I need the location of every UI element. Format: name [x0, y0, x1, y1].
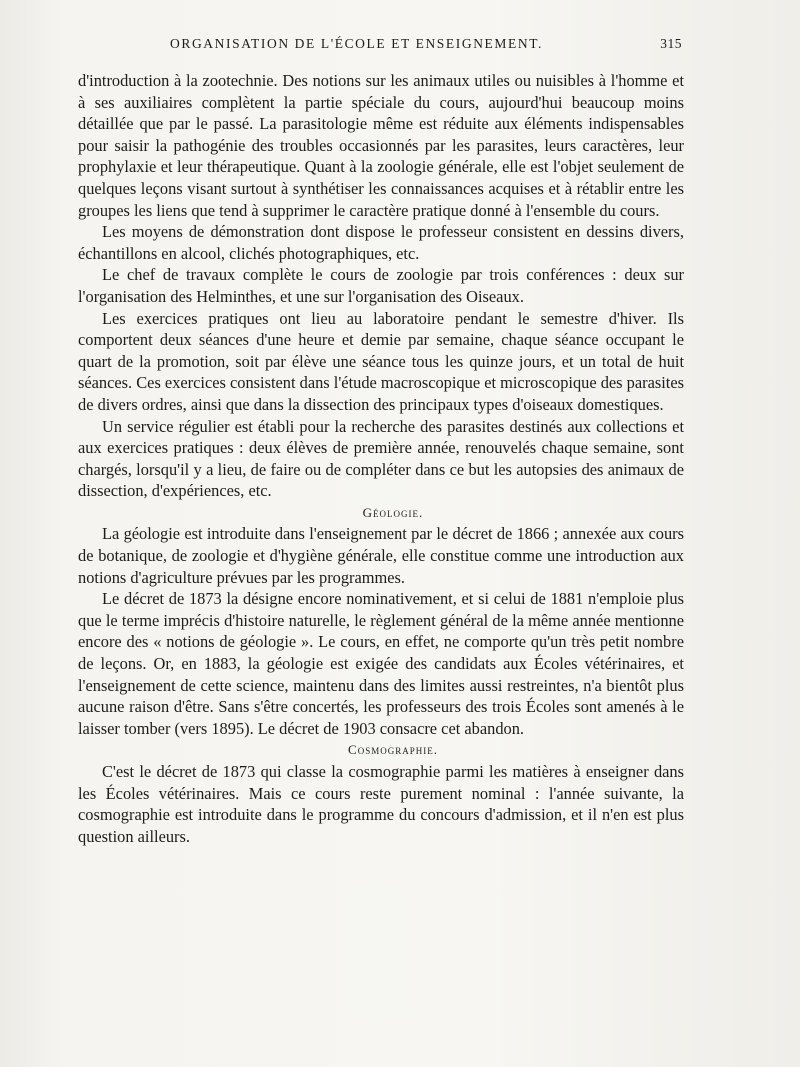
section-heading-cosmographie: Cosmographie. [348, 742, 438, 758]
paragraph: C'est le décret de 1873 qui classe la cosmographie parmi les matières à enseigner dans les Écoles vétérinaires. Mais ce cours reste purement nominal : l'année suivante, la cosmographie est introduite dans le programme du concours d'admission, et il n'en est plus question ailleurs. [78, 762, 684, 846]
paragraph: Le décret de 1873 la désigne encore nominativement, et si celui de 1881 n'emploie plus que le terme imprécis d'histoire naturelle, le règlement général de la même année mentionne encore des « notions de géologie ». Le cours, en effet, ne comporte qu'un très petit nombre de leçons. Or, en 1883, la géologie est exigée des candidats aux Écoles vétérinaires, et l'enseignement de cette science, maintenu dans des limites aussi restreintes, n'a bientôt plus aucune raison d'être. Sans s'être concertés, les professeurs des trois Écoles sont amenés à le laisser tomber (vers 1895). Le décret de 1903 consacre cet abandon. [78, 589, 684, 738]
paragraph: Les moyens de démonstration dont dispose le professeur consistent en dessins divers, échantillons en alcool, clichés photographiques, etc. [78, 222, 684, 263]
section-heading-geologie: Géologie. [362, 504, 424, 520]
paragraph: La géologie est introduite dans l'enseignement par le décret de 1866 ; annexée aux cours de botanique, de zoologie et d'hygiène générale, elle constitue comme une introduction aux notions d'agriculture prévues par les programmes. [78, 524, 684, 587]
page-body [78, 70, 684, 847]
paragraph: Un service régulier est établi pour la recherche des parasites destinés aux collections et aux exercices pratiques : deux élèves de première année, renouvelés chaque semaine, sont chargés, lorsqu'il y a lieu, de faire ou de compléter dans ce but les autopsies des animaux de dissection, d'expériences, etc. [78, 416, 684, 501]
page-number: 315 [660, 36, 682, 51]
paragraph: Les exercices pratiques ont lieu au laboratoire pendant le semestre d'hiver. Ils comportent deux séances d'une heure et demie par semaine, chaque séance occupant le quart de la promotion, soit par élève une séance tous les quinze jours, et un total de huit séances. Ces exercices consistent dans l'étude macroscopique et microscopique des parasites de divers ordres, ainsi que dans la dissection des principaux types d'oiseaux domestiques. [78, 308, 685, 414]
paragraph: Le chef de travaux complète le cours de zoologie par trois conférences : deux sur l'organisation des Helminthes, et une sur l'organisation des Oiseaux. [78, 265, 684, 306]
paragraph: d'introduction à la zootechnie. Des notions sur les animaux utiles ou nuisibles à l'homme et à ses auxiliaires complètent la partie spéciale du cours, aujourd'hui beaucoup moins détaillée que par le passé. La parasitologie même est réduite aux éléments indispensables pour saisir la pathogénie des troubles occasionnés par les parasites, leurs caractères, leur prophylaxie et leur thérapeutique. Quant à la zoologie générale, elle est l'objet seulement de quelques leçons visant surtout à synthétiser les connaissances acquises et à rétablir entre les groupes les liens que tend à supprimer le caractère pratique donné à l'ensemble du cours. [78, 71, 684, 220]
running-title: ORGANISATION DE L'ÉCOLE ET ENSEIGNEMENT. [170, 36, 544, 51]
